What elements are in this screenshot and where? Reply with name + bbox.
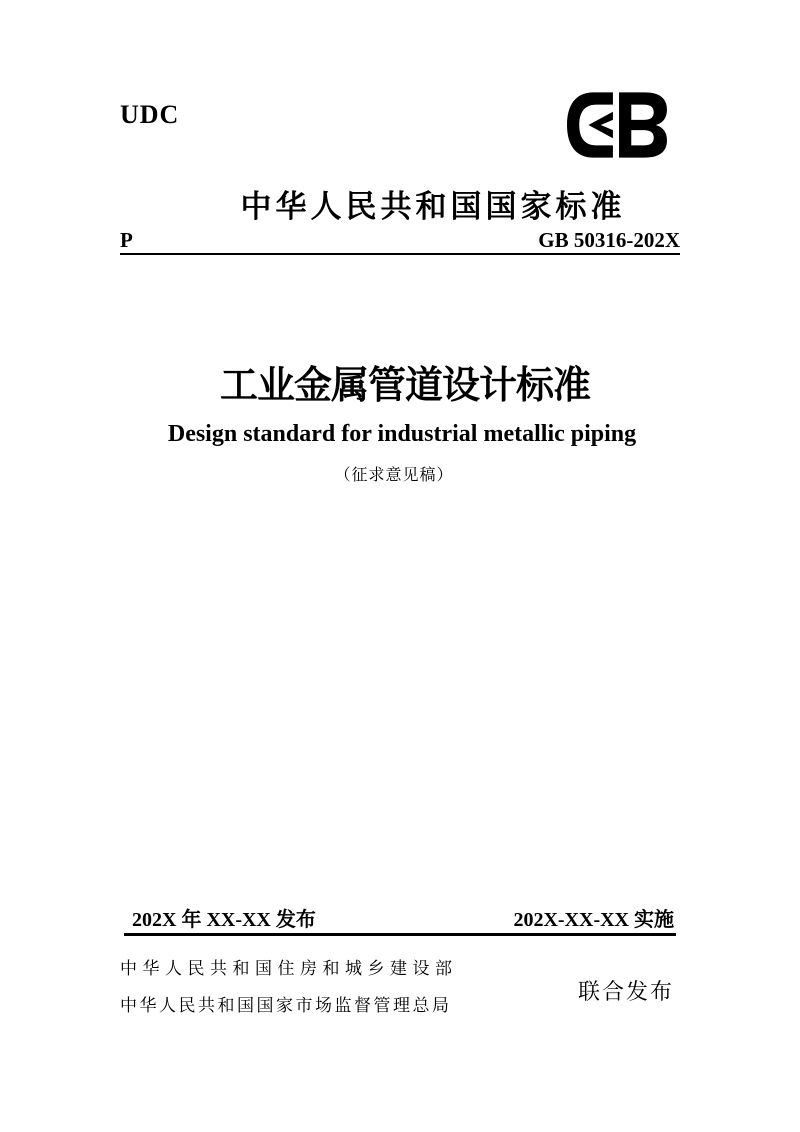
joint-release-label: 联合发布 (577, 978, 674, 1004)
draft-note: （征求意见稿） (334, 467, 454, 484)
issuer-ministry-of-housing: 中华人民共和国住房和城乡建设部 (120, 959, 458, 978)
gb-logo-icon (566, 91, 668, 159)
udc-label: UDC (120, 100, 180, 129)
document-title-en: Design standard for industrial metallic piping (167, 421, 637, 447)
document-title-zh: 工业金属管道设计标准 (219, 365, 590, 407)
issue-date: 202X 年 XX-XX 发布 (132, 909, 316, 931)
issuers-row (120, 950, 680, 1016)
dates-line (124, 907, 676, 936)
implementation-date: 202X-XX-XX 实施 (513, 909, 674, 931)
classification-code: P (120, 227, 133, 252)
issuing-authorities (120, 950, 458, 1016)
standard-number: GB 50316-202X (538, 227, 680, 252)
issuer-market-regulation-administration: 中华人民共和国国家市场监督管理总局 (120, 996, 452, 1015)
header-title: 中华人民共和国国家标准 (240, 189, 626, 224)
standard-code-line (120, 222, 680, 255)
